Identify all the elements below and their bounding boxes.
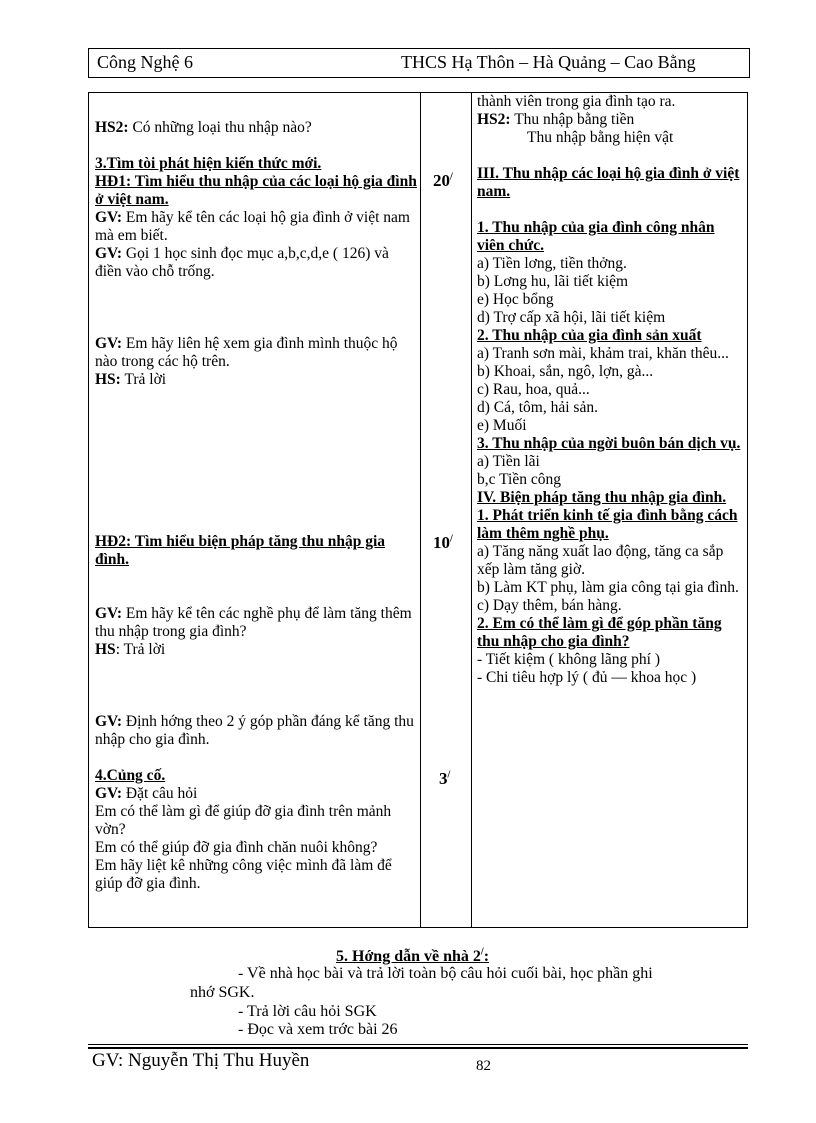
teacher-name: GV: Nguyễn Thị Thu Huyền: [92, 1050, 310, 1071]
content-line: c) Dạy thêm, bán hàng.: [477, 597, 622, 614]
hs2-label: HS2:: [477, 111, 511, 128]
content-line: d) Trợ cấp xã hội, lãi tiết kiệm: [477, 309, 666, 326]
homework-line-1: - Về nhà học bài và trả lời toàn bộ câu hỏi cuối bài, học phần ghi: [238, 965, 653, 982]
content-line: b,c Tiền công: [477, 471, 561, 488]
gv-question-3: Em hãy kể tên các nghề phụ để làm tăng thêm thu nhập trong gia đình?: [95, 605, 412, 640]
section-iv-heading: IV. Biện pháp tăng thu nhập gia đình.: [477, 489, 727, 506]
content-line: c) Rau, hoa, quả...: [477, 381, 590, 398]
content-line: a) Tiền lãi: [477, 453, 540, 470]
page-number: 82: [476, 1058, 491, 1074]
subsection-1-heading: 1. Thu nhập của gia đình công nhân viên chức.: [477, 219, 715, 254]
gv-label: GV:: [95, 245, 122, 262]
content-line: d) Cá, tôm, hải sản.: [477, 399, 598, 416]
subsection-iv-1-heading: 1. Phát triển kinh tế gia đình bằng cách làm thêm nghề phụ.: [477, 507, 738, 542]
review-question-2: Em có thể giúp đỡ gia đình chăn nuôi không?: [95, 839, 378, 856]
content-line: a) Tiền lơng, tiền thởng.: [477, 255, 627, 272]
gv-question-2: Em hãy liên hệ xem gia đình mình thuộc hộ nào trong các hộ trên.: [95, 335, 398, 370]
review-question-3: Em hãy liệt kê những công việc mình đã làm để giúp đỡ gia đình.: [95, 857, 392, 892]
gv-label: GV:: [95, 785, 122, 802]
homework-line-2: - Trả lời câu hỏi SGK: [238, 1003, 377, 1020]
homework-line-1b: nhớ SGK.: [190, 984, 255, 1001]
content-line: e) Muối: [477, 417, 527, 434]
school-name: THCS Hạ Thôn – Hà Quảng – Cao Bằng: [401, 52, 696, 72]
footer-rule-thick: [88, 1047, 748, 1049]
footer-rule: [88, 1044, 748, 1045]
content-line: b) Làm KT phụ, làm gia công tại gia đình.: [477, 579, 739, 596]
activity-1-heading: HĐ1: Tìm hiểu thu nhập của các loại hộ gia đình ở việt nam.: [95, 173, 417, 208]
content-line: thành viên trong gia đình tạo ra.: [477, 93, 676, 110]
content-line: a) Tăng năng xuất lao động, tăng ca sắp xếp làm tăng giờ.: [477, 543, 724, 578]
column-divider-1: [420, 93, 421, 927]
gv-instruction: Gọi 1 học sinh đọc mục a,b,c,d,e ( 126) và điền vào chỗ trống.: [95, 245, 389, 280]
lesson-table: [88, 92, 748, 928]
content-column: [477, 93, 741, 687]
content-line: Thu nhập bằng tiền: [510, 111, 635, 128]
content-line: a) Tranh sơn mài, khảm trai, khăn thêu...: [477, 345, 729, 362]
content-line: b) Khoai, sắn, ngô, lợn, gà...: [477, 363, 654, 380]
hs-label: HS: [95, 641, 116, 658]
content-line: - Chi tiêu hợp lý ( đủ — khoa học ): [477, 669, 697, 686]
content-line: e) Học bổng: [477, 291, 554, 308]
hs2-label: HS2:: [95, 119, 129, 136]
gv-label: GV:: [95, 209, 122, 226]
subject-title: Công Nghệ 6: [97, 52, 193, 72]
activity-2-heading: HĐ2: Tìm hiểu biện pháp tăng thu nhập gia đình.: [95, 533, 386, 568]
page-header: [88, 48, 750, 78]
section-4-heading: 4.Củng cố.: [95, 767, 166, 784]
hs-answer: Trả lời: [120, 371, 167, 388]
gv-guidance: Định hớng theo 2 ý góp phần đáng kể tăng thu nhập cho gia đình.: [95, 713, 414, 748]
content-line: Thu nhập bằng hiện vật: [527, 129, 674, 146]
column-divider-2: [471, 93, 472, 927]
time-10: 10/: [433, 533, 453, 552]
content-line: b) Lơng hu, lãi tiết kiệm: [477, 273, 629, 290]
gv-label: GV:: [95, 335, 122, 352]
homework-heading: 5. Hớng dẫn về nhà 2/:: [336, 947, 490, 966]
time-20: 20/: [433, 171, 453, 190]
gv-ask: Đặt câu hỏi: [122, 785, 198, 802]
time-3: 3/: [439, 769, 451, 788]
hs-label: HS:: [95, 371, 121, 388]
homework-line-3: - Đọc và xem trớc bài 26: [238, 1021, 398, 1038]
subsection-iv-2-heading: 2. Em có thể làm gì để góp phần tăng thu nhập cho gia đình?: [477, 615, 722, 650]
gv-label: GV:: [95, 713, 122, 730]
hs2-question: Có những loại thu nhập nào?: [128, 119, 312, 136]
subsection-3-heading: 3. Thu nhập của ngời buôn bán dịch vụ.: [477, 435, 741, 452]
hs-answer: : Trả lời: [115, 641, 166, 658]
section-iii-heading: III. Thu nhập các loại hộ gia đình ở việt nam.: [477, 165, 740, 200]
section-3-heading: 3.Tìm tòi phát hiện kiến thức mới.: [95, 155, 322, 172]
review-question-1: Em có thể làm gì để giúp đỡ gia đình trên mảnh vờn?: [95, 803, 392, 838]
content-line: - Tiết kiệm ( không lãng phí ): [477, 651, 660, 668]
teacher-student-column: [95, 93, 417, 893]
subsection-2-heading: 2. Thu nhập của gia đình sản xuất: [477, 327, 702, 344]
gv-label: GV:: [95, 605, 122, 622]
gv-question-1: Em hãy kể tên các loại hộ gia đình ở việt nam mà em biết.: [95, 209, 410, 244]
